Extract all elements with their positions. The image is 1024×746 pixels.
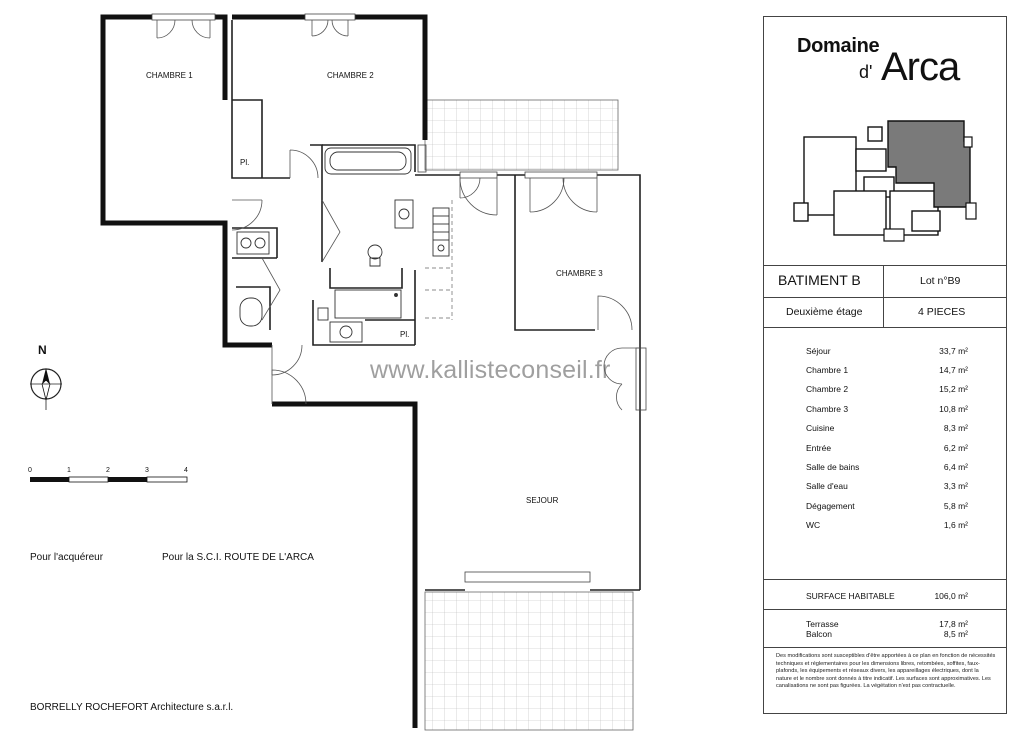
area-value: 10,8 m² (939, 404, 968, 414)
area-row (806, 520, 968, 530)
area-name: Chambre 2 (806, 384, 849, 394)
area-row (806, 462, 968, 472)
scale-tick-4: 4 (184, 467, 188, 474)
logo-line-2-small: d' (859, 62, 873, 82)
area-name: Chambre 3 (806, 404, 849, 414)
building-label: BATIMENT B (778, 272, 861, 288)
area-name: Cuisine (806, 423, 835, 433)
disclaimer: Des modifications sont susceptibles d'être apportées à ce plan en fonction de nécessités techniques et réglementaires pour les dimensions libres, retombées, soffites, faux-plafonds, les équipements et réseaux divers, les appareillages électriques, dont la nature et le nombre sont donnés à titre indicatif. Les surfaces sont approximatives. Les canalisations ne sont pas figurées. La végétation n'est pas contractuelle. (776, 653, 996, 689)
info-panel (763, 16, 1007, 714)
area-value: 5,8 m² (943, 501, 968, 511)
area-row (806, 384, 968, 394)
bathroom-toilet (368, 245, 382, 266)
washbasin (330, 322, 362, 342)
surface-row (806, 591, 968, 601)
placard-label-2: Pl. (400, 330, 410, 339)
buyer-signature-label: Pour l'acquéreur (30, 552, 104, 563)
placard-label-1: Pl. (240, 158, 250, 167)
logo-line-1: Domaine (797, 35, 880, 57)
area-row (806, 481, 968, 491)
area-value: 14,7 m² (939, 365, 968, 375)
balcon-value: 8,5 m² (943, 629, 968, 639)
balcon-label: Balcon (806, 629, 832, 639)
bathroom-sink (395, 200, 413, 228)
area-value: 6,4 m² (943, 462, 968, 472)
surface-label: SURFACE HABITABLE (806, 591, 895, 601)
wc-sink (237, 232, 269, 254)
watermark: www.kallisteconseil.fr (370, 356, 611, 384)
area-value: 3,3 m² (943, 481, 968, 491)
surface-value: 106,0 m² (934, 591, 968, 601)
door-swings (157, 20, 640, 410)
logo (797, 35, 977, 87)
scale-tick-2: 2 (106, 467, 110, 474)
area-row (806, 346, 968, 356)
north-arrow-icon (30, 368, 62, 410)
logo-line-2-big: Arca (881, 45, 960, 89)
area-row (806, 423, 968, 433)
wc-toilet (240, 298, 262, 326)
lot-label: Lot n°B9 (920, 275, 961, 287)
area-name: WC (806, 520, 821, 530)
room-label-sejour: SEJOUR (526, 496, 559, 505)
area-name: Entrée (806, 443, 832, 453)
terrasse-value: 17,8 m² (939, 619, 968, 629)
area-value: 6,2 m² (943, 443, 968, 453)
area-value: 8,3 m² (943, 423, 968, 433)
fixtures (237, 148, 449, 342)
north-label: N (38, 343, 47, 357)
area-row (806, 365, 968, 375)
area-name: Salle d'eau (806, 481, 848, 491)
scale-tick-0: 0 (28, 467, 32, 474)
area-name: Séjour (806, 346, 831, 356)
area-value: 33,7 m² (939, 346, 968, 356)
shower (335, 290, 401, 318)
scale-bar (30, 477, 187, 482)
area-name: Chambre 1 (806, 365, 849, 375)
area-row (806, 404, 968, 414)
room-label-chambre2: CHAMBRE 2 (327, 71, 374, 80)
scale-tick-3: 3 (145, 467, 149, 474)
area-name: Dégagement (806, 501, 855, 511)
rooms-count-label: 4 PIECES (918, 306, 966, 318)
scale-tick-1: 1 (67, 467, 71, 474)
area-value: 1,6 m² (943, 520, 968, 530)
floor-label: Deuxième étage (786, 306, 863, 318)
balcon-row (806, 629, 968, 639)
area-row (806, 443, 968, 453)
terrasse-label: Terrasse (806, 619, 839, 629)
area-value: 15,2 m² (939, 384, 968, 394)
balcony-terrace (425, 100, 618, 170)
south-terrace (425, 592, 633, 730)
sci-signature-label: Pour la S.C.I. ROUTE DE L'ARCA (162, 552, 314, 563)
terrasse-row (806, 619, 968, 629)
area-name: Salle de bains (806, 462, 860, 472)
room-label-chambre1: CHAMBRE 1 (146, 71, 193, 80)
area-row (806, 501, 968, 511)
kitchen-counter (425, 200, 452, 320)
building-location-map (764, 107, 1008, 247)
room-label-chambre3: CHAMBRE 3 (556, 269, 603, 278)
architect-label: BORRELLY ROCHEFORT Architecture s.a.r.l. (30, 702, 234, 713)
